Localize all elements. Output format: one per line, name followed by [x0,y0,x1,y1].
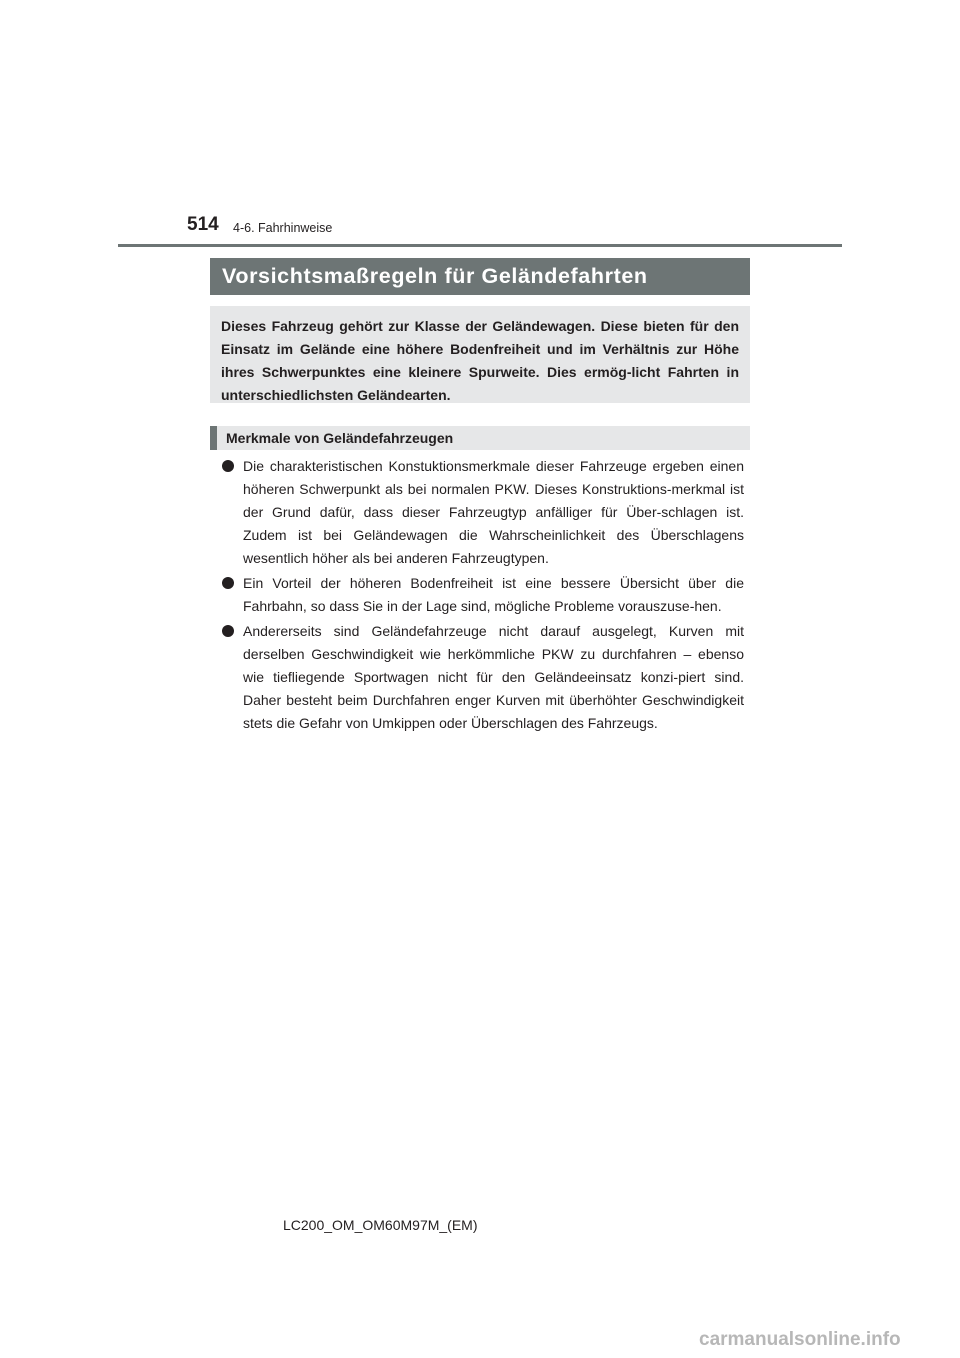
subsection-heading-text: Merkmale von Geländefahrzeugen [226,430,454,446]
intro-box [210,306,750,403]
bullet-text: Andererseits sind Geländefahrzeuge nicht darauf ausgelegt, Kurven mit derselben Geschwindigkeit wie herkömmliche PKW zu durchfahren – ebenso wie tiefliegende Sportwagen nicht für den Geländeeinsatz konzi-piert sind. Daher besteht beim Durchfahren enger Kurven mit überhöhter Geschwindigkeit stets die Gefahr von Umkippen oder Überschlagen des Fahrzeugs. [243,623,744,731]
bullet-icon [222,460,234,472]
subsection-heading [210,426,750,450]
list-item [222,620,744,735]
page-title: Vorsichtsmaßregeln für Geländefahrten [222,264,648,288]
bullet-list [222,455,744,737]
intro-text: Dieses Fahrzeug gehört zur Klasse der Geländewagen. Diese bieten für den Einsatz im Gelände eine höhere Bodenfreiheit und im Verhältnis zur Höhe ihres Schwerpunktes eine kleinere Spurweite. Dies ermög-licht Fahrten in unterschiedlichsten Geländearten. [221,318,739,403]
footer-code: LC200_OM_OM60M97M_(EM) [283,1217,478,1233]
list-item [222,572,744,618]
section-label: 4-6. Fahrhinweise [233,221,333,235]
bullet-text: Ein Vorteil der höheren Bodenfreiheit ist eine bessere Übersicht über die Fahrbahn, so dass Sie in der Lage sind, mögliche Probleme vorauszuse-hen. [243,575,744,614]
subsection-heading-accent [210,426,217,450]
title-bar [210,258,750,295]
page-number: 514 [187,214,219,235]
watermark[interactable]: carmanualsonline.info [699,1329,901,1350]
list-item [222,455,744,570]
bullet-icon [222,577,234,589]
header-divider [118,244,842,247]
bullet-text: Die charakteristischen Konstuktionsmerkmale dieser Fahrzeuge ergeben einen höheren Schwerpunkt als bei normalen PKW. Dieses Konstruktions-merkmal ist der Grund dafür, dass dieser Fahrzeugtyp anfälliger für Über-schlagen ist. Zudem ist bei Geländewagen die Wahrscheinlichkeit des Überschlagens wesentlich höher als bei anderen Fahrzeugtypen. [243,458,744,566]
bullet-icon [222,625,234,637]
